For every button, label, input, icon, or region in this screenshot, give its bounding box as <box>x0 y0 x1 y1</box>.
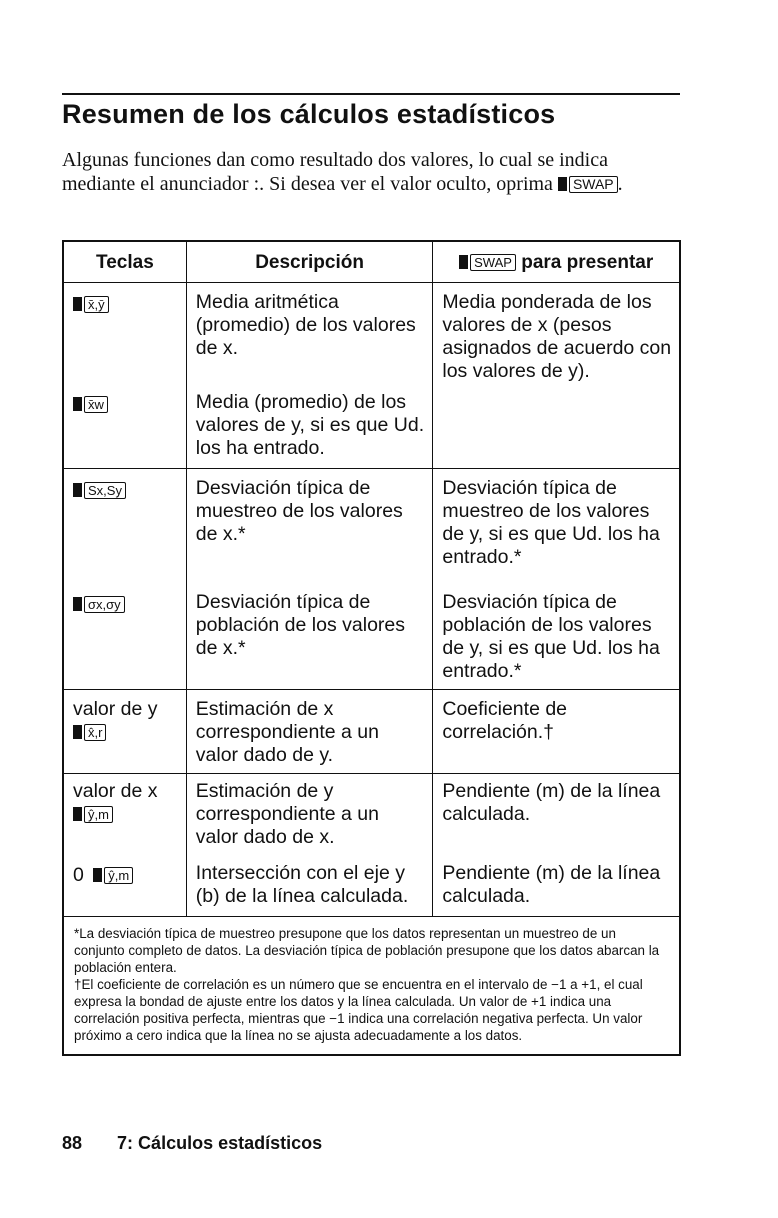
function-key: x̄,ȳ <box>84 296 109 313</box>
intro-text: Algunas funciones dan como resultado dos valores, lo cual se indica mediante el anunciador :. Si desea ver el valor oculto, oprima <box>62 149 608 195</box>
row-swap-result <box>433 387 680 469</box>
page-footer <box>62 1133 322 1154</box>
intro-end: . <box>617 173 623 195</box>
row-description: Desviación típica de muestreo de los valores de x.* <box>186 469 433 588</box>
header-keys: Teclas <box>63 241 186 283</box>
function-key: ŷ,m <box>104 867 133 884</box>
row-swap-result: Pendiente (m) de la línea calculada. <box>433 860 680 917</box>
shift-key-icon <box>93 868 102 882</box>
row-description: Estimación de y correspondiente a un valor dado de x. <box>186 774 433 861</box>
row-keys <box>63 774 186 861</box>
header-swap <box>433 241 680 283</box>
page-number: 88 <box>62 1133 83 1153</box>
shift-key-icon <box>73 397 82 411</box>
table-row <box>63 587 680 690</box>
footnote-correlation: †El coeficiente de correlación es un número que se encuentra en el intervalo de −1 a +1, el cual expresa la bondad de ajuste entre los datos y la línea calculada. Un valor de +1 indica una correlación positiva perfecta, mientras que −1 indica una correlación negativa perfecta. Un valor próximo a cero indica que la línea no se ajusta adecuadamente a los datos. <box>74 977 643 1043</box>
row-swap-result: Coeficiente de correlación.† <box>433 690 680 774</box>
row-prefix: valor de y <box>73 698 158 720</box>
statistics-summary-table <box>62 240 681 1056</box>
table-row <box>63 469 680 588</box>
section-heading: Resumen de los cálculos estadísticos <box>62 99 556 129</box>
row-keys <box>63 387 186 469</box>
shift-key-icon <box>73 597 82 611</box>
function-key: σx,σy <box>84 596 125 613</box>
table-row <box>63 387 680 469</box>
row-prefix: 0 <box>73 864 84 886</box>
row-keys <box>63 690 186 774</box>
shift-key-icon <box>459 255 468 269</box>
row-prefix: valor de x <box>73 780 158 802</box>
shift-key-icon <box>73 483 82 497</box>
swap-key: SWAP <box>470 254 516 271</box>
shift-key-icon <box>558 177 567 191</box>
table-row <box>63 283 680 388</box>
function-key: ŷ,m <box>84 806 113 823</box>
function-key: x̂,r <box>84 724 106 741</box>
table-row <box>63 860 680 917</box>
shift-key-icon <box>73 725 82 739</box>
row-keys <box>63 469 186 588</box>
row-swap-result: Desviación típica de población de los valores de y, si es que Ud. los ha entrado.* <box>433 587 680 690</box>
row-description: Desviación típica de población de los valores de x.* <box>186 587 433 690</box>
row-keys <box>63 860 186 917</box>
intro-paragraph <box>62 148 682 196</box>
row-swap-result: Desviación típica de muestreo de los valores de y, si es que Ud. los ha entrado.* <box>433 469 680 588</box>
notes-row <box>63 917 680 1056</box>
chapter-title: 7: Cálculos estadísticos <box>117 1133 323 1153</box>
row-description: Media (promedio) de los valores de y, si es que Ud. los ha entrado. <box>186 387 433 469</box>
row-keys <box>63 587 186 690</box>
row-description: Media aritmética (promedio) de los valores de x. <box>186 283 433 388</box>
row-swap-result: Pendiente (m) de la línea calculada. <box>433 774 680 861</box>
table-row <box>63 690 680 774</box>
row-swap-result: Media ponderada de los valores de x (pesos asignados de acuerdo con los valores de y). <box>433 283 680 388</box>
row-description: Intersección con el eje y (b) de la línea calculada. <box>186 860 433 917</box>
function-key: x̄w <box>84 396 108 413</box>
table-row <box>63 774 680 861</box>
swap-key: SWAP <box>569 176 618 193</box>
heading-rule <box>62 93 680 95</box>
footnotes <box>63 917 680 1056</box>
row-description: Estimación de x correspondiente a un valor dado de y. <box>186 690 433 774</box>
shift-key-icon <box>73 297 82 311</box>
function-key: Sx,Sy <box>84 482 126 499</box>
footnote-sample: *La desviación típica de muestreo presupone que los datos representan un muestreo de un conjunto completo de datos. La desviación típica de población presupone que los datos abarcan la población entera. <box>74 926 660 975</box>
shift-key-icon <box>73 807 82 821</box>
table-header-row <box>63 241 680 283</box>
row-keys <box>63 283 186 388</box>
header-description: Descripción <box>186 241 433 283</box>
header-swap-label: para presentar <box>521 251 654 273</box>
